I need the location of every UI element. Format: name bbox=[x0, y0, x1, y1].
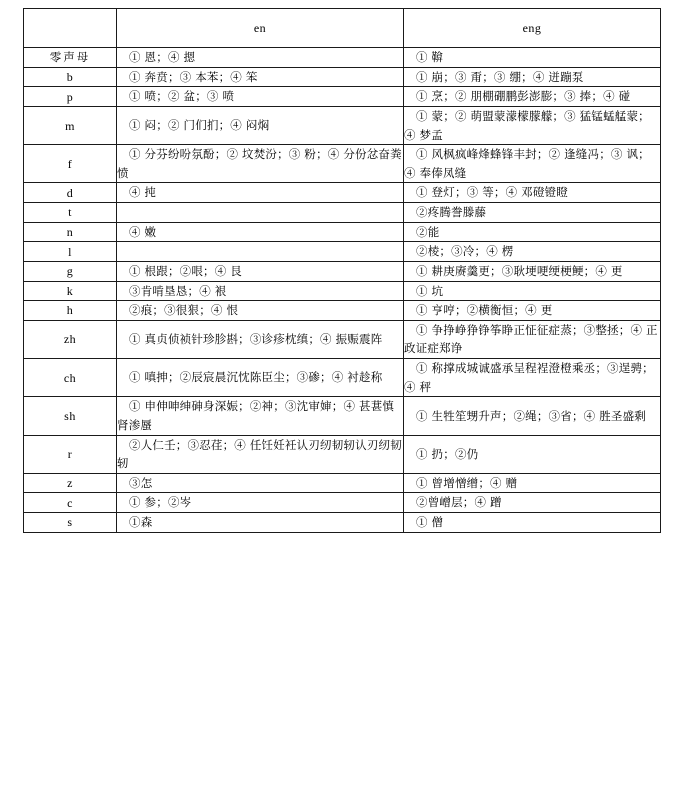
cell-initial: r bbox=[24, 435, 117, 473]
cell-en: ③怎 bbox=[117, 473, 404, 493]
cell-initial: sh bbox=[24, 397, 117, 435]
cell-initial: g bbox=[24, 261, 117, 281]
cell-eng: ① 鞥 bbox=[404, 48, 661, 68]
table-row bbox=[24, 513, 661, 533]
table-row bbox=[24, 320, 661, 358]
cell-initial: c bbox=[24, 493, 117, 513]
cell-initial: f bbox=[24, 145, 117, 183]
cell-eng: ②曾嶒层；④ 蹭 bbox=[404, 493, 661, 513]
cell-initial: k bbox=[24, 281, 117, 301]
cell-eng: ① 曾增憎缯；④ 赠 bbox=[404, 473, 661, 493]
syllable-table bbox=[23, 8, 661, 533]
cell-eng: ① 扔；②仍 bbox=[404, 435, 661, 473]
cell-en: ① 喷；② 盆；③ 喷 bbox=[117, 87, 404, 107]
column-header-en: en bbox=[117, 9, 404, 48]
cell-eng: ① 登灯；③ 等；④ 邓磴镫瞪 bbox=[404, 183, 661, 203]
table-row bbox=[24, 106, 661, 144]
cell-en: ②人仁壬；③忍荏；④ 任饪妊衽认刃纫韧轫认刃纫韧轫 bbox=[117, 435, 404, 473]
table-row bbox=[24, 222, 661, 242]
cell-initial: s bbox=[24, 513, 117, 533]
column-header-initial bbox=[24, 9, 117, 48]
cell-eng: ① 风枫疯峰烽蜂锋丰封；② 逢缝冯；③ 讽；④ 奉俸凤缝 bbox=[404, 145, 661, 183]
table-row bbox=[24, 67, 661, 87]
cell-en: ④ 嫩 bbox=[117, 222, 404, 242]
table-row bbox=[24, 87, 661, 107]
cell-en: ① 真贞侦祯针珍胗斟；③诊疹枕缜；④ 振赈震阵 bbox=[117, 320, 404, 358]
cell-eng: ① 坑 bbox=[404, 281, 661, 301]
cell-initial: m bbox=[24, 106, 117, 144]
cell-eng: ① 争挣峥狰铮筝睁正怔征症蒸；③整拯；④ 正政证症郑诤 bbox=[404, 320, 661, 358]
cell-initial: 零声母 bbox=[24, 48, 117, 68]
cell-initial: d bbox=[24, 183, 117, 203]
table-row bbox=[24, 493, 661, 513]
cell-eng: ① 称撑成城诚盛承呈程裎澄橙乘丞；③逞骋；④ 秤 bbox=[404, 359, 661, 397]
cell-en: ① 参；②岑 bbox=[117, 493, 404, 513]
table-row bbox=[24, 242, 661, 262]
cell-eng: ① 亨哼；②横衡恒；④ 更 bbox=[404, 301, 661, 321]
table-row bbox=[24, 281, 661, 301]
cell-en: ① 分芬纷吩氛酚；② 坟焚汾；③ 粉；④ 分份忿奋粪愤 bbox=[117, 145, 404, 183]
column-header-eng: eng bbox=[404, 9, 661, 48]
cell-eng: ②疼腾誊滕藤 bbox=[404, 203, 661, 223]
cell-eng: ① 烹；② 朋棚硼鹏彭澎膨；③ 捧；④ 碰 bbox=[404, 87, 661, 107]
cell-en: ① 嗔抻；②辰宸晨沉忱陈臣尘；③碜；④ 衬趁称 bbox=[117, 359, 404, 397]
cell-eng: ① 耕庚赓羹更；③耿埂哽绠梗鲠；④ 更 bbox=[404, 261, 661, 281]
table-row bbox=[24, 397, 661, 435]
cell-eng: ②棱；③冷；④ 楞 bbox=[404, 242, 661, 262]
cell-initial: n bbox=[24, 222, 117, 242]
cell-initial: zh bbox=[24, 320, 117, 358]
table-row bbox=[24, 203, 661, 223]
cell-en: ① 恩；④ 摁 bbox=[117, 48, 404, 68]
cell-en: ① 申伸呻绅砷身深娠；②神；③沈审婶；④ 甚葚慎肾渗蜃 bbox=[117, 397, 404, 435]
cell-en: ④ 扽 bbox=[117, 183, 404, 203]
cell-eng: ① 僧 bbox=[404, 513, 661, 533]
cell-en: ① 奔贲；③ 本苯；④ 笨 bbox=[117, 67, 404, 87]
cell-initial: h bbox=[24, 301, 117, 321]
cell-initial: ch bbox=[24, 359, 117, 397]
cell-initial: l bbox=[24, 242, 117, 262]
cell-initial: z bbox=[24, 473, 117, 493]
cell-initial: t bbox=[24, 203, 117, 223]
cell-en: ① 根跟；②哏；④ 艮 bbox=[117, 261, 404, 281]
header-row bbox=[24, 9, 661, 48]
cell-initial: p bbox=[24, 87, 117, 107]
table-body bbox=[24, 48, 661, 533]
table-header bbox=[24, 9, 661, 48]
cell-eng: ① 崩；③ 甭；③ 绷；④ 迸蹦泵 bbox=[404, 67, 661, 87]
cell-en: ①森 bbox=[117, 513, 404, 533]
cell-en bbox=[117, 203, 404, 223]
cell-en: ③肯啃垦恳；④ 裉 bbox=[117, 281, 404, 301]
cell-eng: ① 生牲笙甥升声；②绳；③省；④ 胜圣盛剩 bbox=[404, 397, 661, 435]
table-row bbox=[24, 301, 661, 321]
table-row bbox=[24, 48, 661, 68]
cell-eng: ① 蒙；② 萌盟蒙濛檬朦艨；③ 猛锰蜢艋蒙；④ 梦孟 bbox=[404, 106, 661, 144]
cell-en: ②痕；③很狠；④ 恨 bbox=[117, 301, 404, 321]
table-row bbox=[24, 183, 661, 203]
table-row bbox=[24, 435, 661, 473]
table-row bbox=[24, 473, 661, 493]
cell-eng: ②能 bbox=[404, 222, 661, 242]
cell-initial: b bbox=[24, 67, 117, 87]
cell-en: ① 闷；② 门们扪；④ 闷焖 bbox=[117, 106, 404, 144]
table-row bbox=[24, 145, 661, 183]
cell-en bbox=[117, 242, 404, 262]
table-row bbox=[24, 359, 661, 397]
table-row bbox=[24, 261, 661, 281]
